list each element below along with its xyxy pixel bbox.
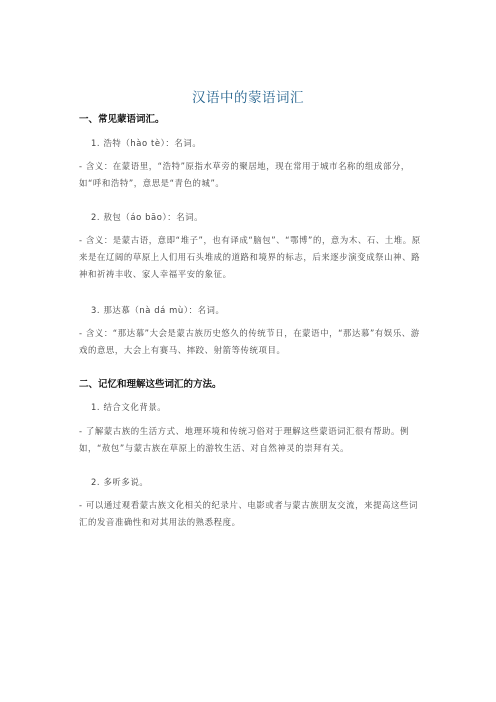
method-practice-text: - 可以通过观看蒙古族文化相关的纪录片、电影或者与蒙古族朋友交流，来提高这些词汇的发音准确性和对其用法的熟悉程度。 — [79, 500, 418, 527]
term-aobao: 2. 敖包（áo bāo）：名词。 — [91, 212, 204, 222]
page-title: 汉语中的蒙语词汇 — [192, 90, 304, 106]
meaning-nadamu: - 含义：“那达慕”大会是蒙古族历史悠久的传统节日，在蒙语中，“那达慕”有娱乐、游戏的意思，大会上有赛马、摔跤、射箭等传统项目。 — [79, 328, 420, 355]
method-culture-text: - 了解蒙古族的生活方式、地理环境和传统习俗对于理解这些蒙语词汇很有帮助。例如，“敖包”与蒙古族在草原上的游牧生活、对自然神灵的崇拜有关。 — [79, 426, 409, 453]
section-heading-1: 一、常见蒙语词汇。 — [79, 114, 165, 125]
term-nadamu: 3. 那达慕（nà dá mù）：名词。 — [91, 305, 225, 315]
section-heading-2: 二、记忆和理解这些词汇的方法。 — [79, 379, 222, 390]
method-culture-title: 1. 结合文化背景。 — [91, 402, 167, 412]
meaning-haote: - 含义：在蒙语里，“浩特”原指水草旁的聚居地，现在常用于城市名称的组成部分，如“呼和浩特”，意思是“青色的城”。 — [79, 161, 410, 188]
term-haote: 1. 浩特（hào tè）：名词。 — [91, 138, 202, 148]
method-practice-title: 2. 多听多说。 — [91, 477, 149, 487]
meaning-aobao: - 含义：是蒙古语，意即“堆子”，也有译成“脑包”、“鄂博”的，意为木、石、土堆。原来是在辽阔的草原上人们用石头堆成的道路和境界的标志，后来逐步演变成祭山神、路神和祈祷丰收、家人幸福平安的象征。 — [79, 235, 421, 279]
